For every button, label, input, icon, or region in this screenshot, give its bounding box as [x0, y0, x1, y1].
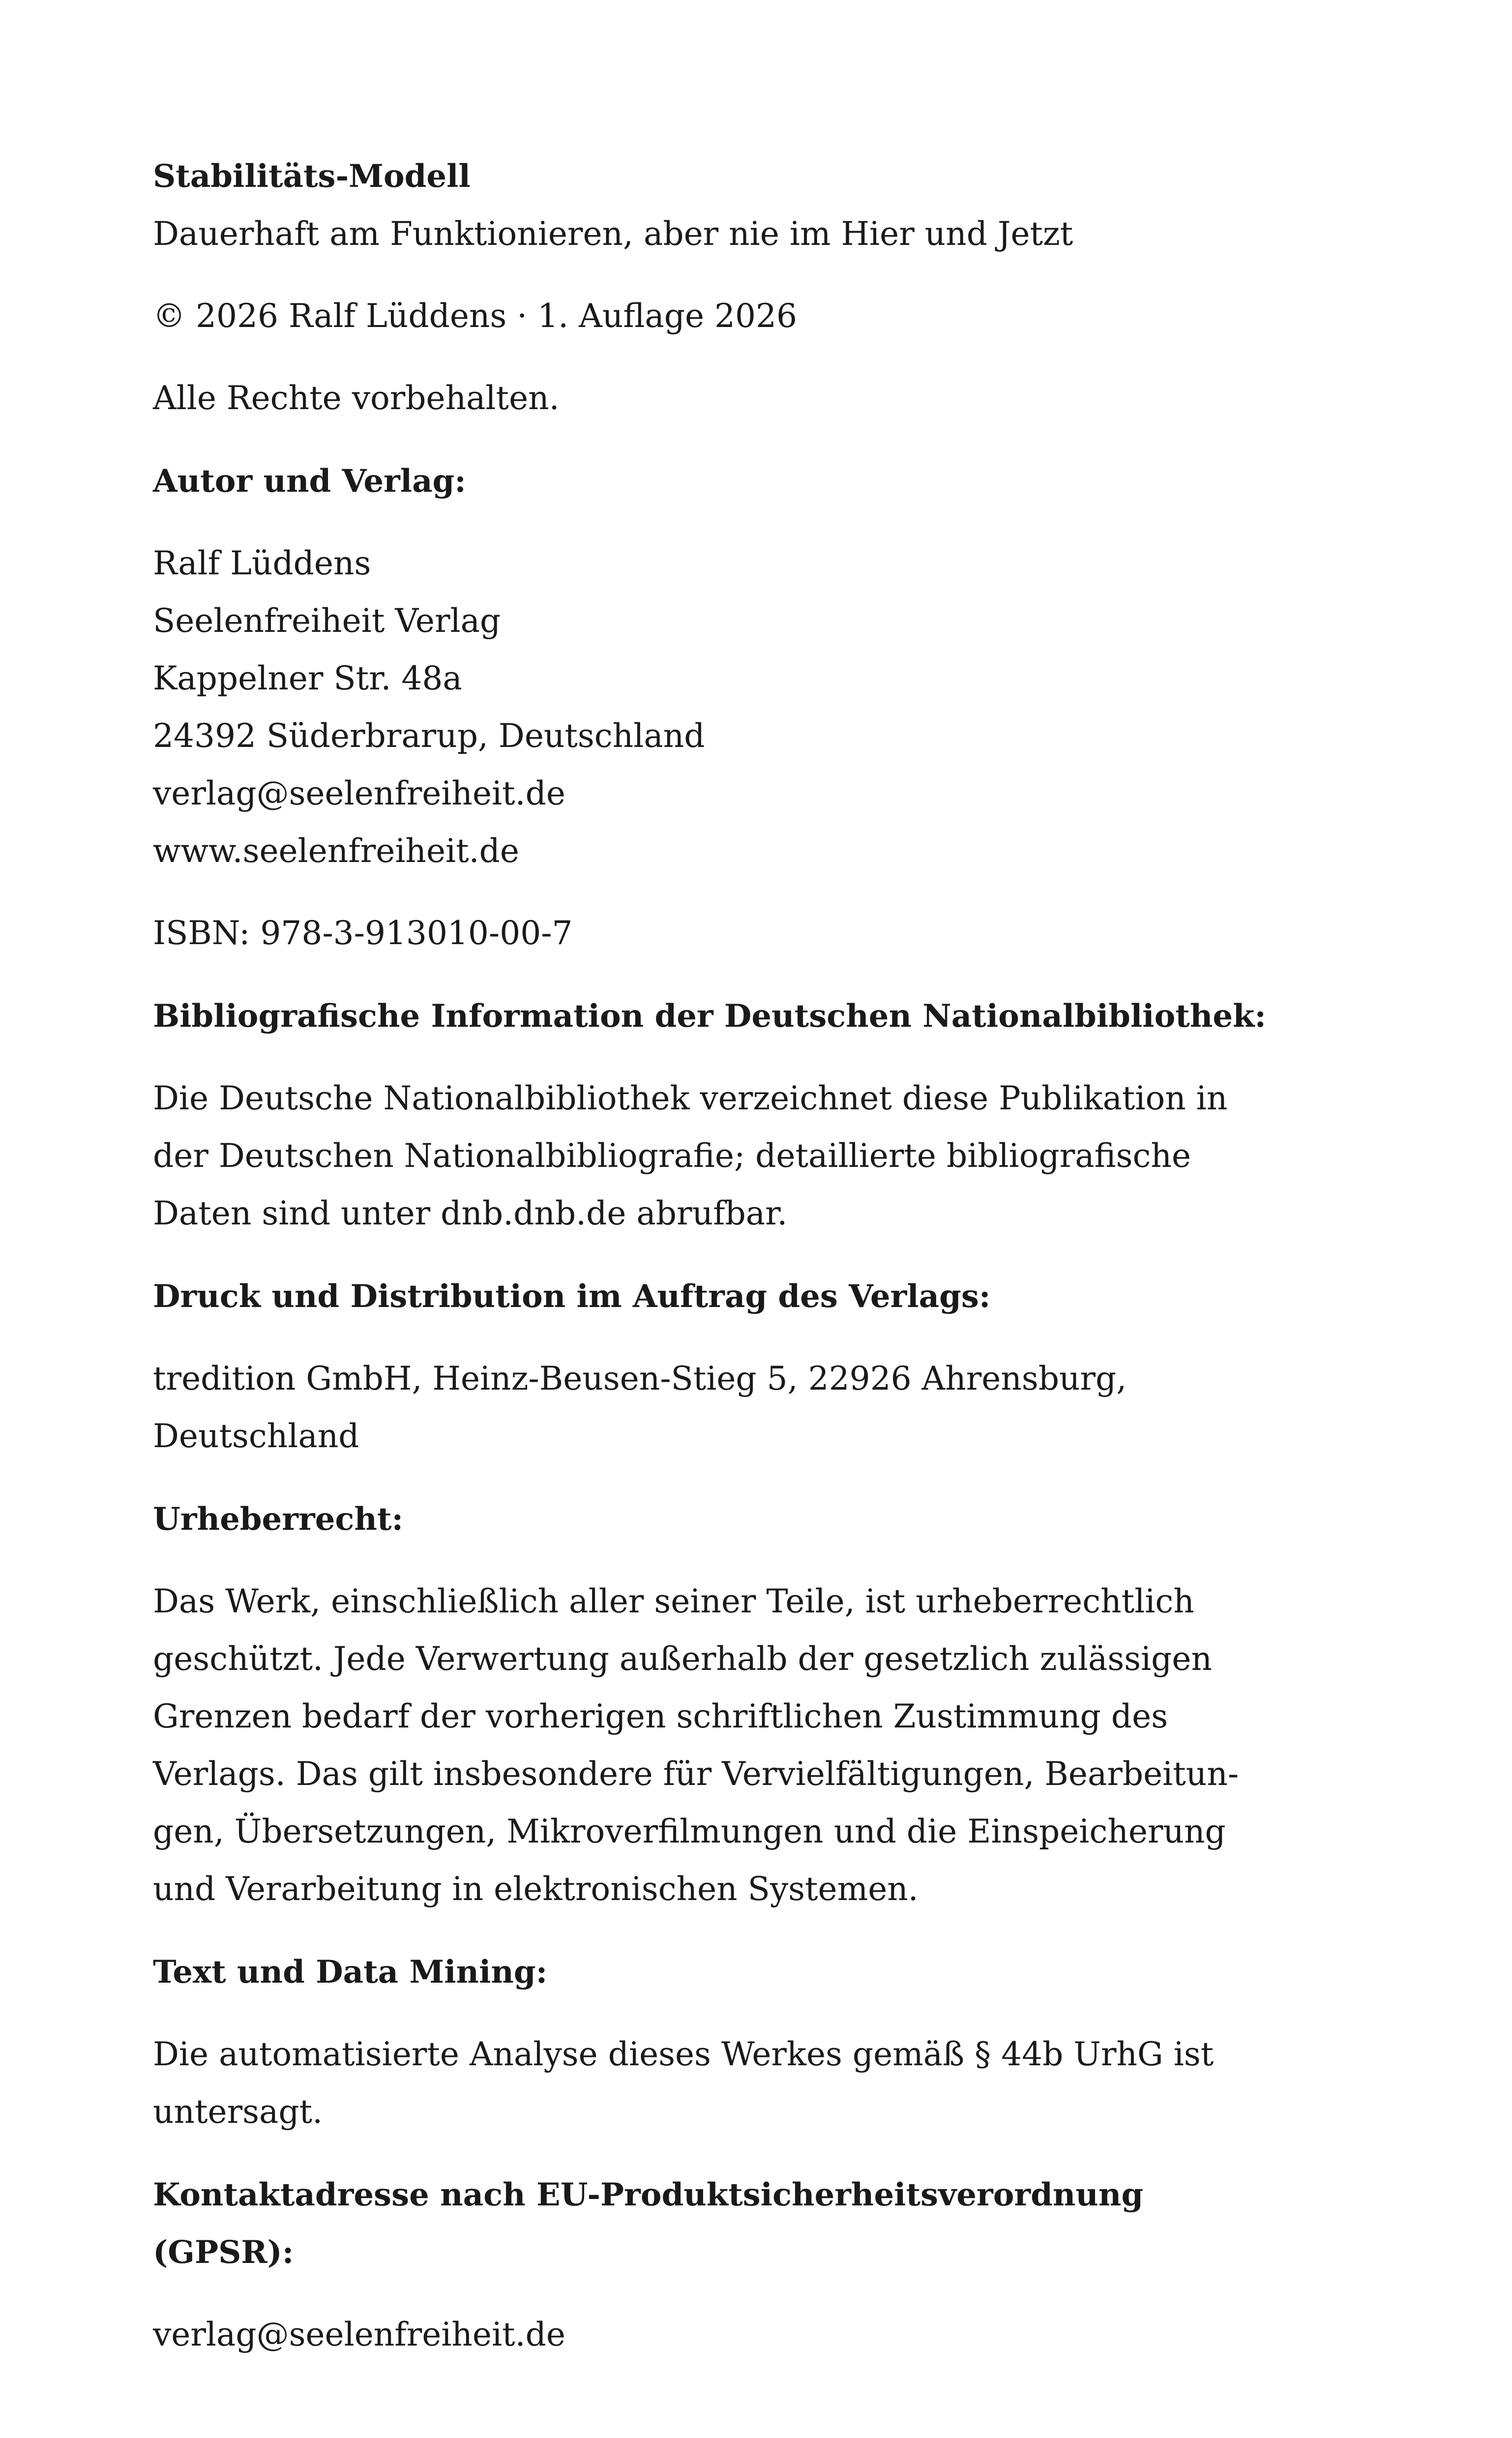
- city-country: 24392 Süderbrarup, Deutschland: [153, 717, 705, 755]
- publisher-name: Seelenfreiheit Verlag: [153, 602, 501, 640]
- rights-line: Alle Rechte vorbehalten.: [153, 379, 560, 417]
- text-line: und Verarbeitung in elektronischen Systemen.: [153, 1870, 919, 1908]
- imprint-page: [153, 148, 1284, 2363]
- publisher-website: www.seelenfreiheit.de: [153, 832, 519, 870]
- author-publisher-heading: Autor und Verlag:: [153, 463, 466, 500]
- text-line: Grenzen bedarf der vorherigen schriftlichen Zustimmung des: [153, 1697, 1168, 1735]
- text-line: untersagt.: [153, 2093, 323, 2131]
- publisher-email: verlag@seelenfreiheit.de: [153, 774, 565, 812]
- text-line: gen, Übersetzungen, Mikroverfilmungen und die Einspeicherung: [153, 1813, 1226, 1850]
- gpsr-email: verlag@seelenfreiheit.de: [153, 2316, 565, 2353]
- print-distribution-heading: Druck und Distribution im Auftrag des Verlags:: [153, 1278, 991, 1315]
- copyright-line: © 2026 Ralf Lüddens · 1. Auflage 2026: [153, 297, 797, 335]
- bibliographic-heading: Bibliografische Information der Deutschen Nationalbibliothek:: [153, 998, 1267, 1035]
- copyright-law-heading: Urheberrecht:: [153, 1501, 404, 1538]
- book-subtitle: Dauerhaft am Funktionieren, aber nie im Hier und Jetzt: [153, 215, 1073, 253]
- gpsr-text: [153, 2306, 1284, 2363]
- street-address: Kappelner Str. 48a: [153, 659, 462, 697]
- isbn-line: ISBN: 978-3-913010-00-7: [153, 914, 573, 952]
- text-line: Verlags. Das gilt insbesondere für Vervielfältigungen, Bearbeitun-: [153, 1755, 1239, 1793]
- print-distribution-text: [153, 1350, 1284, 1465]
- text-line: der Deutschen Nationalbibliografie; detaillierte bibliografische: [153, 1137, 1191, 1175]
- text-data-mining-text: [153, 2025, 1284, 2141]
- author-publisher-block: [153, 535, 1284, 880]
- text-line: Das Werk, einschließlich aller seiner Teile, ist urheberrechtlich: [153, 1582, 1194, 1620]
- text-data-mining-heading: Text und Data Mining:: [153, 1954, 548, 1991]
- text-line: Die automatisierte Analyse dieses Werkes gemäß § 44b UrhG ist: [153, 2035, 1214, 2073]
- author-name: Ralf Lüddens: [153, 544, 371, 582]
- text-line: Deutschland: [153, 1417, 359, 1455]
- copyright-law-text: [153, 1573, 1284, 1918]
- gpsr-heading: Kontaktadresse nach EU-Produktsicherheitsverordnung (GPSR):: [153, 2176, 1144, 2271]
- text-line: Daten sind unter dnb.dnb.de abrufbar.: [153, 1194, 788, 1232]
- bibliographic-text: [153, 1070, 1284, 1242]
- book-title: Stabilitäts-Modell: [153, 158, 471, 195]
- text-line: tredition GmbH, Heinz-Beusen-Stieg 5, 22926 Ahrensburg,: [153, 1360, 1127, 1397]
- text-line: geschützt. Jede Verwertung außerhalb der gesetzlich zulässigen: [153, 1640, 1212, 1678]
- text-line: Die Deutsche Nationalbibliothek verzeichnet diese Publikation in: [153, 1079, 1228, 1117]
